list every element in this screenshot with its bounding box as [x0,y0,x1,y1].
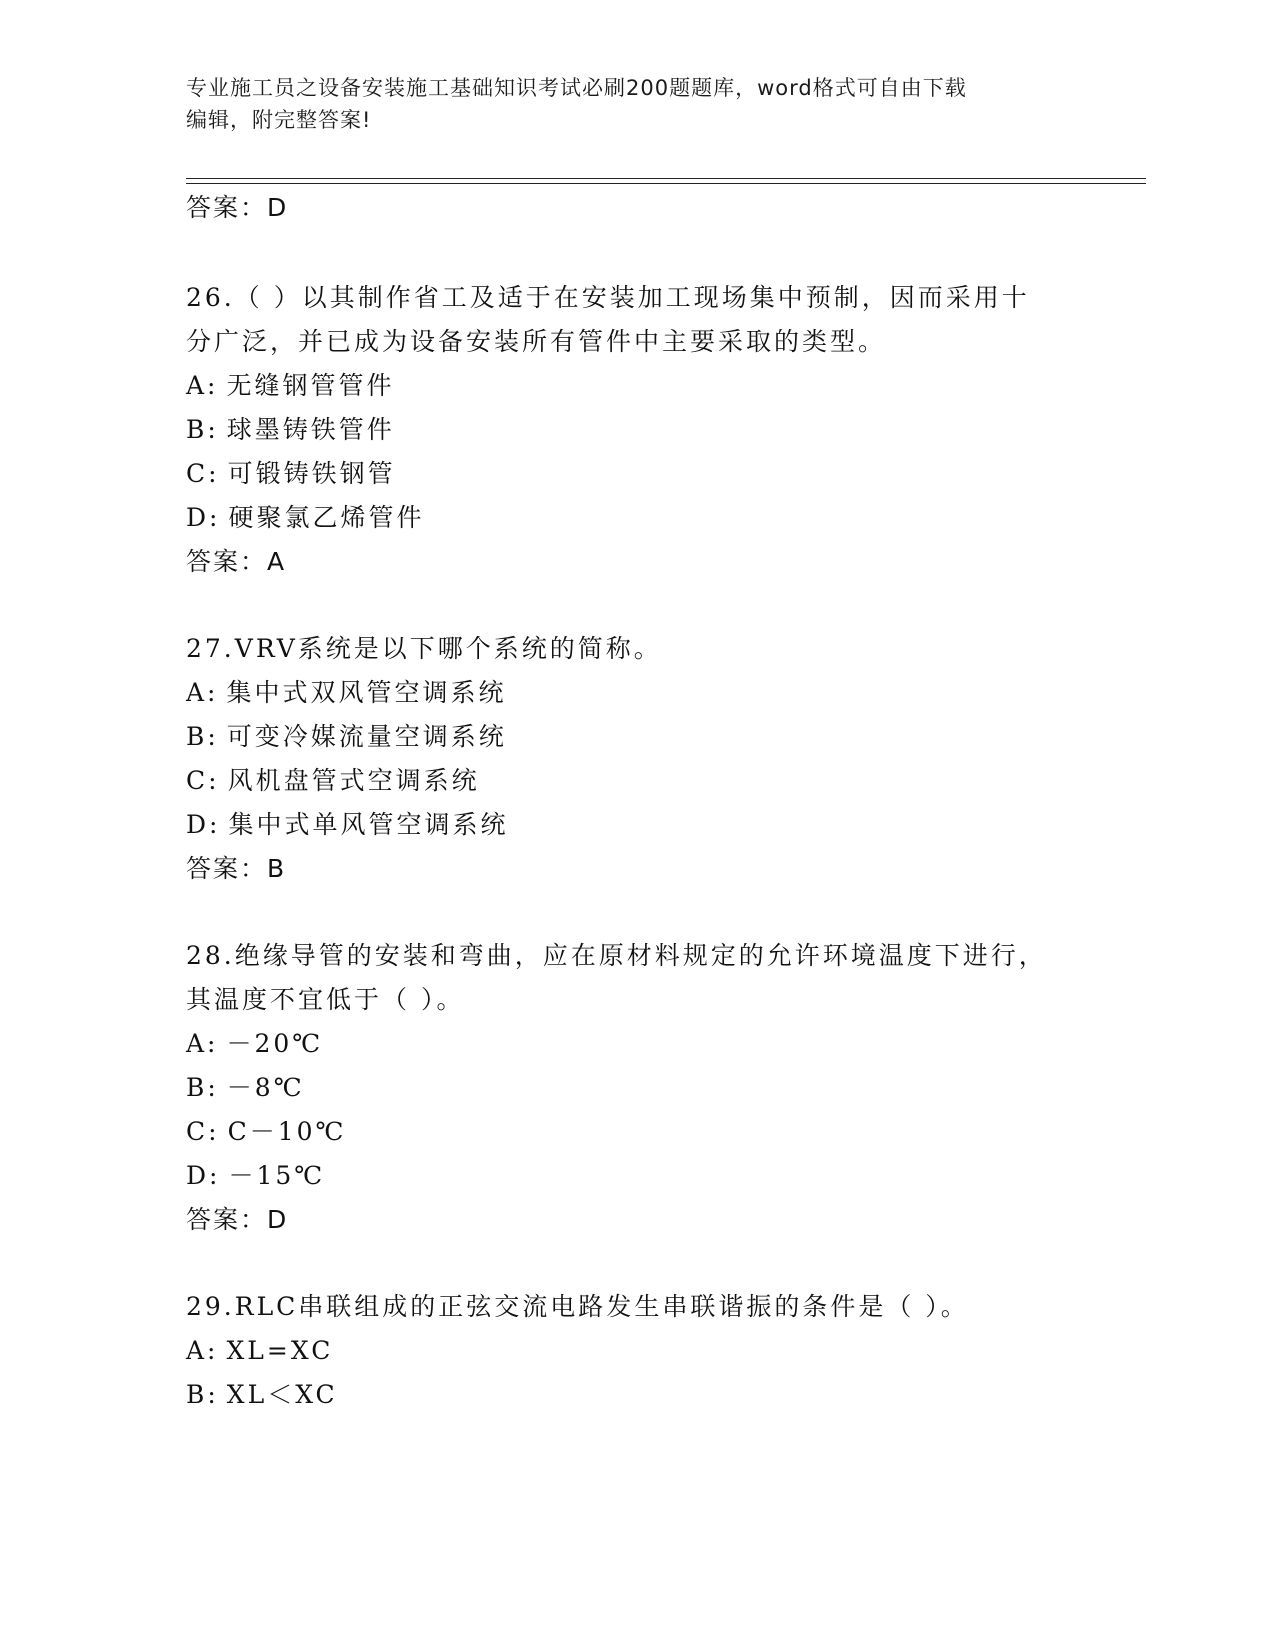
option-text: 集中式双风管空调系统 [226,678,507,707]
option-d [186,501,424,535]
option-text: C－10℃ [227,1117,347,1146]
header-line-1: 专业施工员之设备安装施工基础知识考试必刷200题题库，word格式可自由下载 [186,76,967,100]
header-divider-bottom [186,183,1146,184]
option-text: －20℃ [226,1029,324,1058]
option-key: D: [186,810,221,839]
option-key: A: [186,1029,219,1058]
option-b [186,413,395,447]
option-a [186,1027,323,1061]
option-text: 可变冷媒流量空调系统 [226,722,507,751]
answer: 答案：B [186,854,287,883]
option-key: C: [186,766,220,795]
option-key: B: [186,415,219,444]
option-text: －15℃ [228,1161,326,1190]
answer: 答案：D [186,1205,289,1234]
option-text: 球墨铸铁管件 [226,415,395,444]
option-key: D: [186,1161,221,1190]
option-c [186,457,396,491]
option-text: 风机盘管式空调系统 [227,766,480,795]
option-a [186,676,507,710]
option-key: A: [186,678,219,707]
question-stem-continued: 分广泛，并已成为设备安装所有管件中主要采取的类型。 [186,327,887,356]
question-stem-continued: 其温度不宜低于（ ）。 [186,985,465,1014]
option-text: XL＜XC [226,1380,338,1409]
question-stem: 28.绝缘导管的安装和弯曲，应在原材料规定的允许环境温度下进行， [186,941,1047,970]
option-text: －8℃ [226,1073,305,1102]
option-text: 硬聚氯乙烯管件 [228,503,425,532]
option-text: 集中式单风管空调系统 [228,810,509,839]
option-a [186,369,395,403]
option-b [186,1071,305,1105]
question-stem: 26.（ ）以其制作省工及适于在安装加工现场集中预制，因而采用十 [186,283,1030,312]
previous-answer: 答案：D [186,193,289,222]
option-key: C: [186,459,220,488]
option-text: 无缝钢管管件 [226,371,395,400]
question-stem: 29.RLC串联组成的正弦交流电路发生串联谐振的条件是（ ）。 [186,1292,969,1321]
option-key: D: [186,503,221,532]
option-c [186,1115,346,1149]
option-key: C: [186,1117,220,1146]
option-d [186,1159,325,1193]
option-key: B: [186,1380,219,1409]
option-text: 可锻铸铁钢管 [227,459,396,488]
question-stem: 27.VRV系统是以下哪个系统的简称。 [186,634,662,663]
option-key: B: [186,1073,219,1102]
option-d [186,808,508,842]
option-text: XL=XC [226,1336,334,1365]
option-key: A: [186,1336,219,1365]
option-a [186,1334,333,1368]
option-key: B: [186,722,219,751]
header-divider-top [186,178,1146,179]
document-header [186,72,1086,136]
header-line-2: 编辑，附完整答案! [186,108,372,132]
answer: 答案：A [186,547,287,576]
option-b [186,1378,338,1412]
option-key: A: [186,371,219,400]
option-b [186,720,507,754]
option-c [186,764,480,798]
